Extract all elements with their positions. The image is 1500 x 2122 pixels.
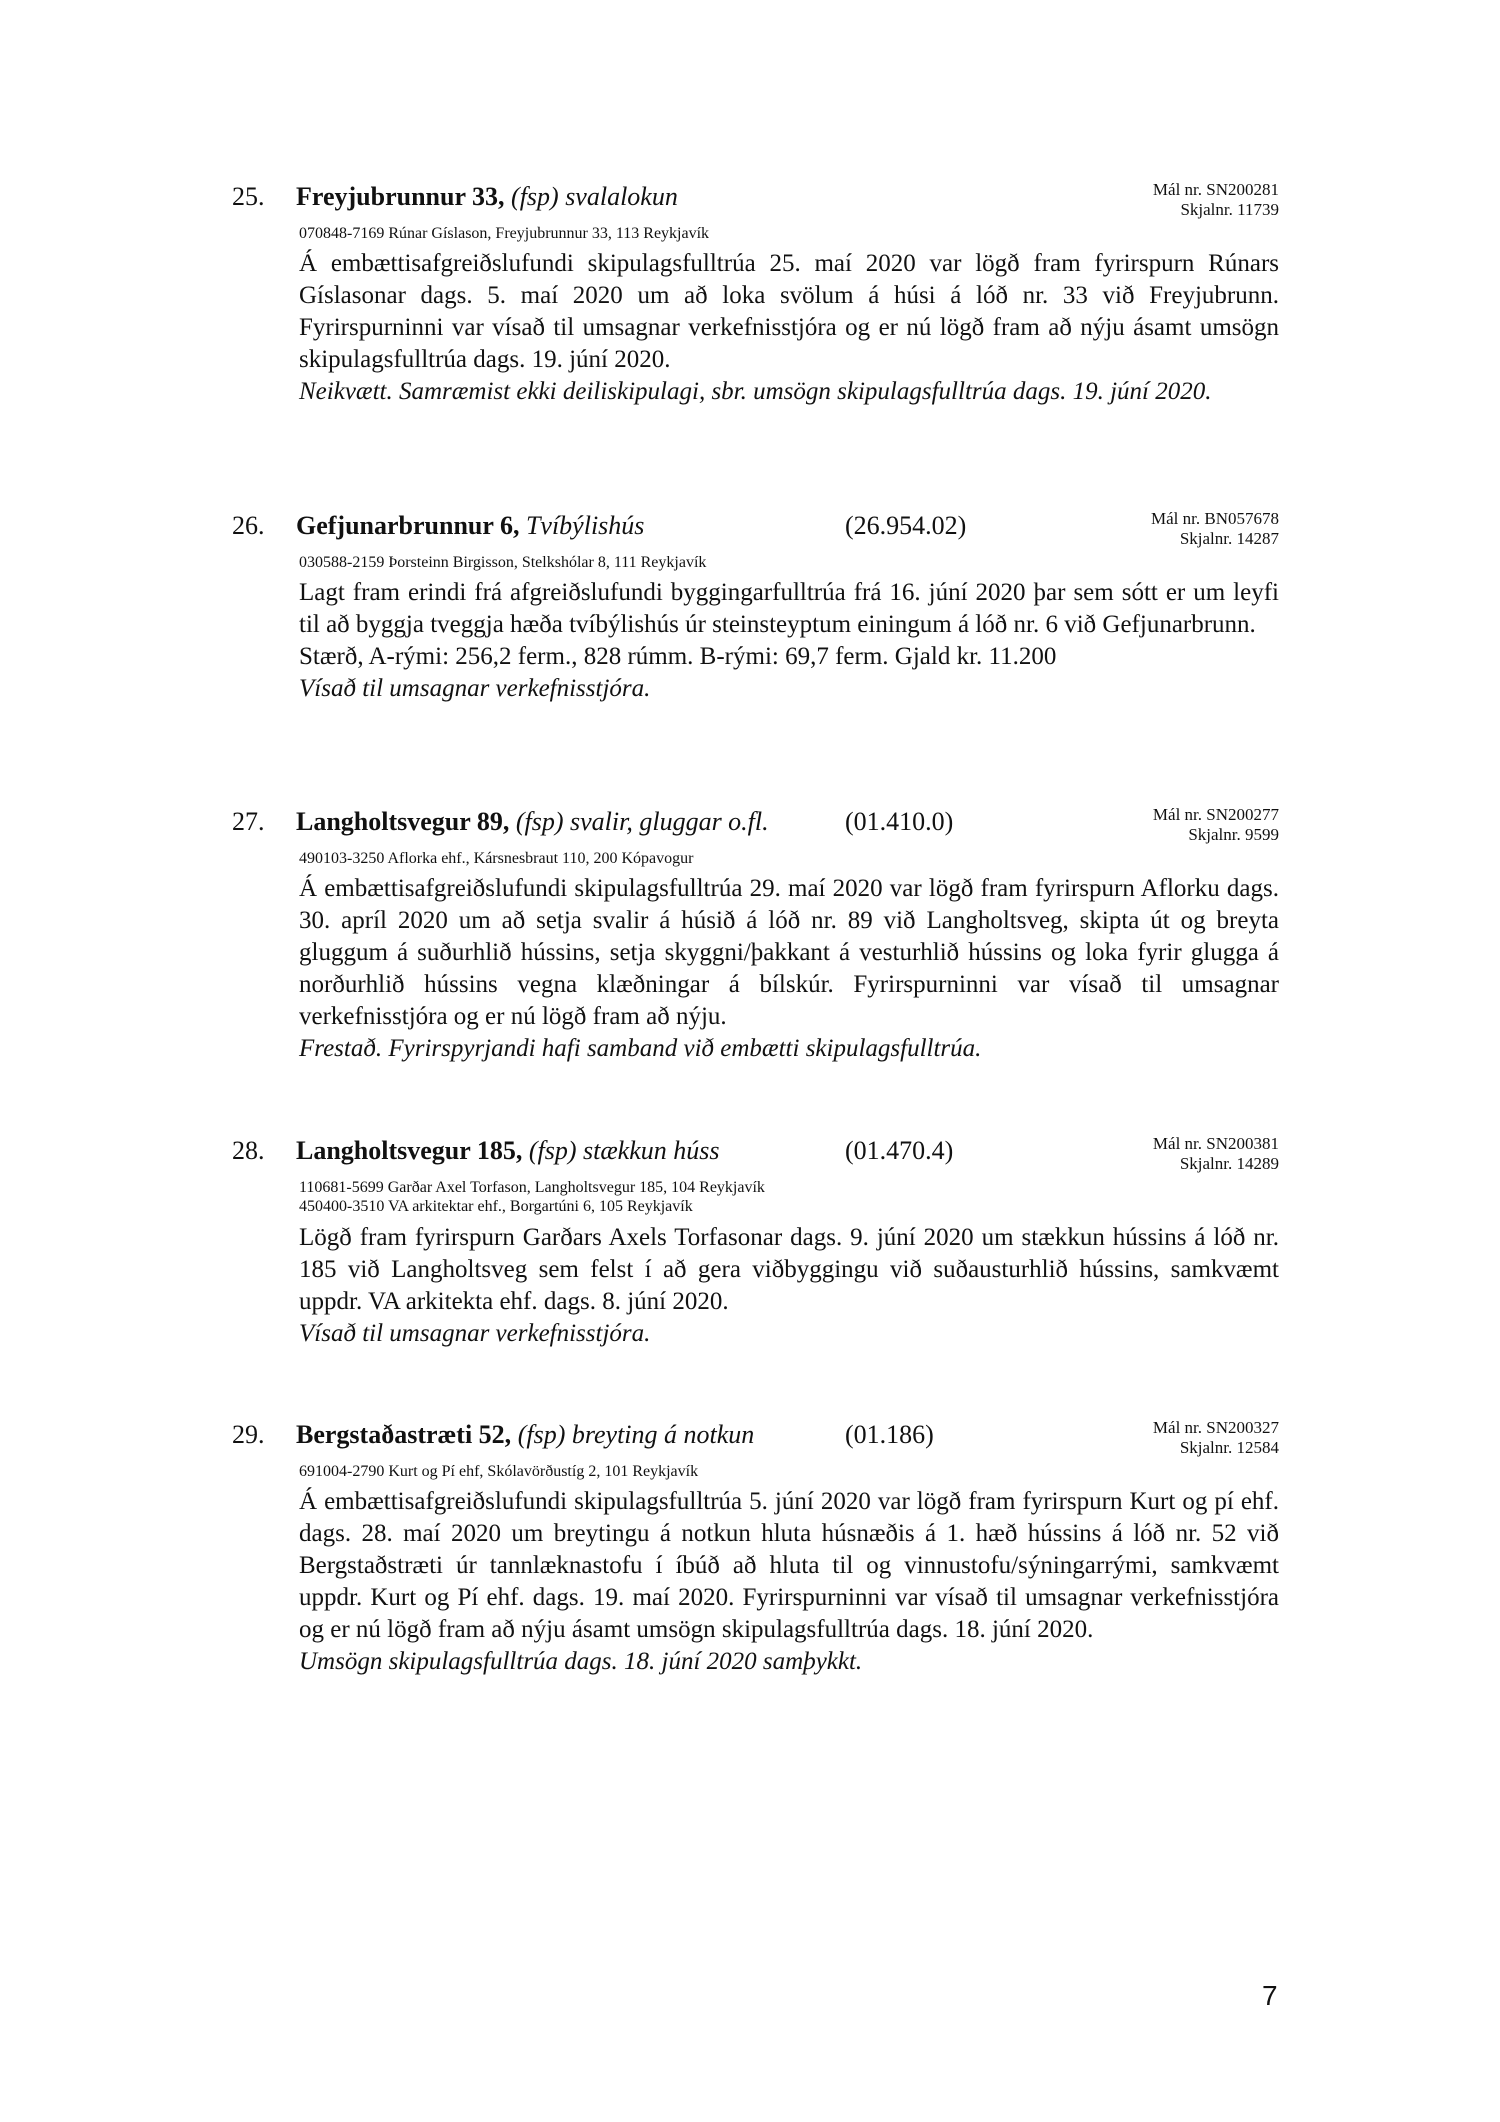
item-subject: (fsp) breyting á notkun bbox=[517, 1420, 755, 1449]
item-decision: Vísað til umsagnar verkefnisstjóra. bbox=[299, 675, 651, 702]
document-number: Skjalnr. 9599 bbox=[1188, 825, 1279, 844]
item-description: Á embættisafgreiðslufundi skipulagsfulltrúa 5. júní 2020 var lögð fram fyrirspurn Kurt og pí ehf. dags. 28. maí 2020 um breytingu á notkun hluta húsnæðis á 1. hæð hússins á lóð nr. 52 við Bergstaðstræti úr tannlæknastofu í íbúð að hluta til og vinnustofu/sýningarrými, samkvæmt uppdr. Kurt og Pí ehf. dags. 19. maí 2020. Fyrirspurninni var vísað til umsagnar verkefnisstjóra og er nú lögð fram að nýju ásamt umsögn skipulagsfulltrúa dags. 18. júní 2020. bbox=[299, 1488, 1279, 1643]
applicant: 110681-5699 Garðar Axel Torfason, Langholtsvegur 185, 104 Reykjavík bbox=[299, 1179, 765, 1196]
item-body bbox=[299, 873, 1279, 1065]
document-number: Skjalnr. 14289 bbox=[1179, 1154, 1279, 1173]
case-number: Mál nr. SN200277 bbox=[1152, 805, 1279, 824]
item-address: Bergstaðastræti 52, bbox=[296, 1420, 512, 1449]
case-number: Mál nr. BN057678 bbox=[1151, 509, 1279, 528]
case-reference bbox=[1153, 805, 1279, 845]
item-subject: (fsp) svalalokun bbox=[511, 182, 678, 211]
case-number: Mál nr. SN200327 bbox=[1152, 1418, 1279, 1437]
item-body bbox=[299, 1486, 1279, 1678]
applicant: 691004-2790 Kurt og Pí ehf, Skólavörðustíg 2, 101 Reykjavík bbox=[299, 1463, 699, 1480]
item-decision: Frestað. Fyrirspyrjandi hafi samband við embætti skipulagsfulltrúa. bbox=[299, 1035, 982, 1062]
item-body bbox=[299, 1222, 1279, 1350]
item-number: 28. bbox=[232, 1136, 265, 1165]
applicant: 450400-3510 VA arkitektar ehf., Borgartúni 6, 105 Reykjavík bbox=[299, 1198, 693, 1215]
applicant: 070848-7169 Rúnar Gíslason, Freyjubrunnur 33, 113 Reykjavík bbox=[299, 225, 710, 242]
applicant-list bbox=[299, 553, 706, 572]
case-number: Mál nr. SN200281 bbox=[1152, 180, 1279, 199]
case-reference bbox=[1153, 1418, 1279, 1458]
item-decision: Umsögn skipulagsfulltrúa dags. 18. júní 2020 samþykkt. bbox=[299, 1648, 863, 1675]
item-description: Á embættisafgreiðslufundi skipulagsfulltrúa 29. maí 2020 var lögð fram fyrirspurn Aflorku dags. 30. apríl 2020 um að setja svalir á húsið á lóð nr. 89 við Langholtsveg, skipta út og breyta gluggum á suðurhlið hússins, setja skyggni/þakkant á vesturhlið hússins og loka fyrir glugga á norðurhlið hússins vegna klæðningar á bílskúr. Fyrirspurninni var vísað til umsagnar verkefnisstjóra og er nú lögð fram að nýju. bbox=[299, 875, 1279, 1030]
land-number: (01.470.4) bbox=[845, 1136, 954, 1165]
item-title bbox=[296, 182, 678, 212]
item-subject: (fsp) svalir, gluggar o.fl. bbox=[515, 807, 769, 836]
item-decision: Neikvætt. Samræmist ekki deiliskipulagi, sbr. umsögn skipulagsfulltrúa dags. 19. júní 2020. bbox=[299, 378, 1212, 405]
item-subject: Tvíbýlishús bbox=[525, 511, 645, 540]
item-address: Langholtsvegur 185, bbox=[296, 1136, 523, 1165]
case-reference bbox=[1153, 180, 1279, 220]
item-number: 29. bbox=[232, 1420, 265, 1449]
item-description: Á embættisafgreiðslufundi skipulagsfulltrúa 25. maí 2020 var lögð fram fyrirspurn Rúnars Gíslasonar dags. 5. maí 2020 um að loka svölum á húsi á lóð nr. 33 við Freyjubrunn. Fyrirspurninni var vísað til umsagnar verkefnisstjóra og er nú lögð fram að nýju ásamt umsögn skipulagsfulltrúa dags. 19. júní 2020. bbox=[299, 250, 1279, 373]
item-address: Langholtsvegur 89, bbox=[296, 807, 510, 836]
item-size-details: Stærð, A-rými: 256,2 ferm., 828 rúmm. B-rými: 69,7 ferm. Gjald kr. 11.200 bbox=[299, 643, 1057, 670]
applicant-list bbox=[299, 1178, 765, 1216]
applicant: 030588-2159 Þorsteinn Birgisson, Stelkshólar 8, 111 Reykjavík bbox=[299, 554, 707, 571]
document-number: Skjalnr. 11739 bbox=[1180, 200, 1279, 219]
item-title bbox=[296, 807, 769, 837]
item-description: Lögð fram fyrirspurn Garðars Axels Torfasonar dags. 9. júní 2020 um stækkun hússins á lóð nr. 185 við Langholtsveg sem felst í að gera viðbyggingu við suðausturhlið hússins, samkvæmt uppdr. VA arkitekta ehf. dags. 8. júní 2020. bbox=[299, 1224, 1279, 1315]
item-body bbox=[299, 577, 1279, 705]
document-number: Skjalnr. 12584 bbox=[1179, 1438, 1279, 1457]
page-number: 7 bbox=[1262, 1980, 1278, 2011]
item-subject: (fsp) stækkun húss bbox=[528, 1136, 720, 1165]
item-number: 25. bbox=[232, 182, 265, 211]
item-number: 26. bbox=[232, 511, 265, 540]
case-reference bbox=[1153, 1134, 1279, 1174]
applicant-list bbox=[299, 224, 709, 243]
item-title bbox=[296, 1420, 754, 1450]
applicant-list bbox=[299, 849, 693, 868]
item-description: Lagt fram erindi frá afgreiðslufundi byggingarfulltrúa frá 16. júní 2020 þar sem sótt er um leyfi til að byggja tveggja hæða tvíbýlishús úr steinsteyptum einingum á lóð nr. 6 við Gefjunarbrunn. bbox=[299, 579, 1279, 638]
item-number: 27. bbox=[232, 807, 265, 836]
item-decision: Vísað til umsagnar verkefnisstjóra. bbox=[299, 1320, 651, 1347]
item-address: Freyjubrunnur 33, bbox=[296, 182, 505, 211]
land-number: (01.410.0) bbox=[845, 807, 954, 836]
item-body bbox=[299, 248, 1279, 408]
case-number: Mál nr. SN200381 bbox=[1152, 1134, 1279, 1153]
case-reference bbox=[1151, 509, 1279, 549]
item-title bbox=[296, 1136, 720, 1166]
applicant-list bbox=[299, 1462, 698, 1481]
document-number: Skjalnr. 14287 bbox=[1179, 529, 1279, 548]
item-address: Gefjunarbrunnur 6, bbox=[296, 511, 520, 540]
land-number: (01.186) bbox=[845, 1420, 934, 1449]
item-title bbox=[296, 511, 644, 541]
applicant: 490103-3250 Aflorka ehf., Kársnesbraut 110, 200 Kópavogur bbox=[299, 850, 694, 867]
land-number: (26.954.02) bbox=[845, 511, 967, 540]
